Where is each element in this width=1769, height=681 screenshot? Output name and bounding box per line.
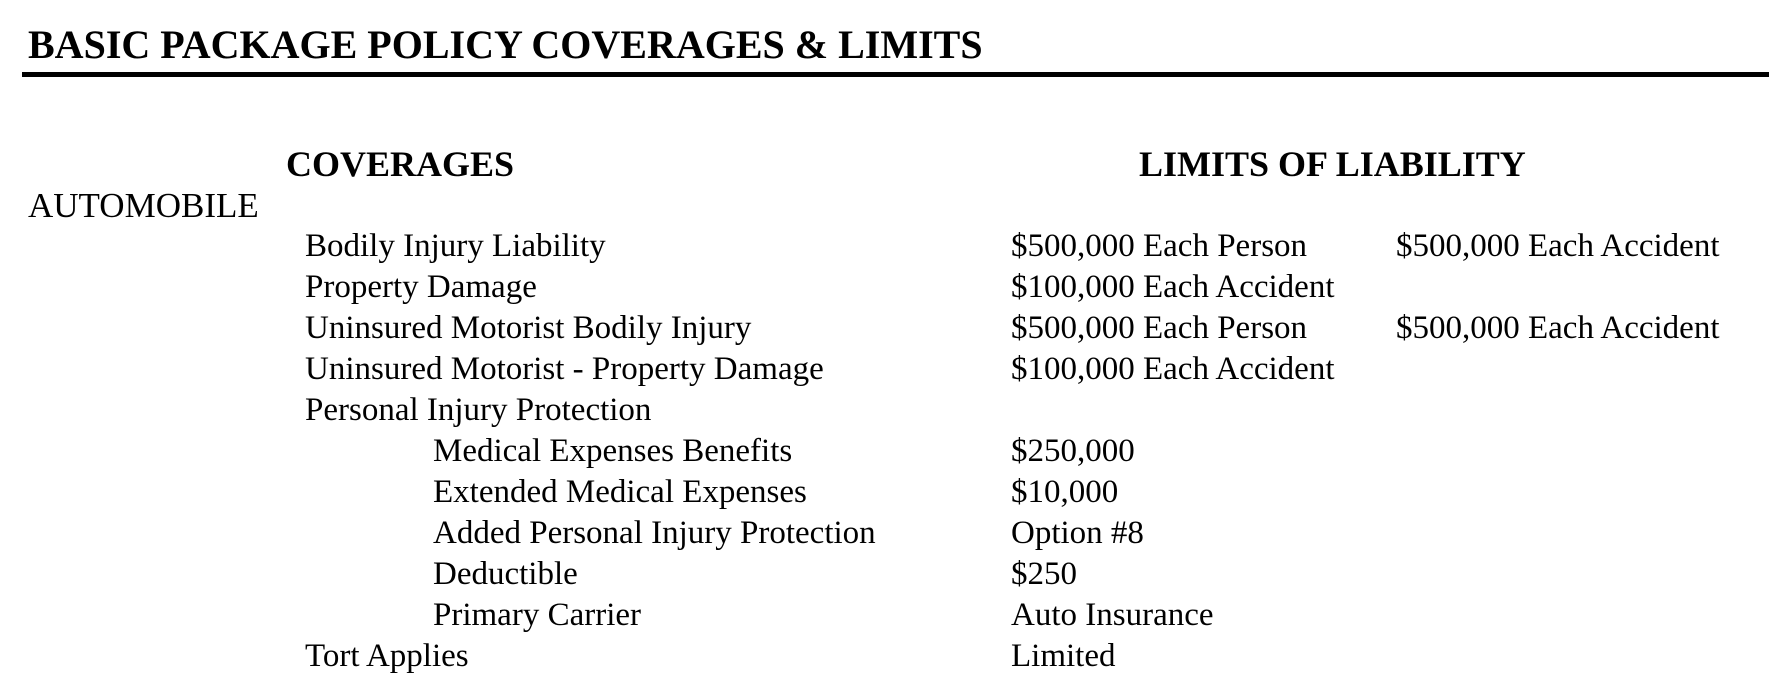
limit-primary: Auto Insurance <box>1011 597 1214 633</box>
coverage-name: Tort Applies <box>305 638 469 674</box>
limit-primary: $500,000 Each Person <box>1011 310 1308 346</box>
limit-primary: Option #8 <box>1011 515 1144 551</box>
table-row <box>0 308 1769 349</box>
limit-secondary: $500,000 Each Accident <box>1396 310 1720 346</box>
limit-primary: $500,000 Each Person <box>1011 228 1308 264</box>
limit-primary: $250 <box>1011 556 1077 592</box>
coverage-name: Medical Expenses Benefits <box>433 433 793 469</box>
limit-primary: $100,000 Each Accident <box>1011 351 1335 387</box>
coverage-table <box>0 226 1769 677</box>
table-row <box>0 554 1769 595</box>
table-row <box>0 390 1769 431</box>
coverage-name: Deductible <box>433 556 578 592</box>
table-row <box>0 431 1769 472</box>
table-row <box>0 472 1769 513</box>
coverage-name: Property Damage <box>305 269 537 305</box>
section-label-automobile: AUTOMOBILE <box>28 186 259 225</box>
coverages-column-header: COVERAGES <box>286 144 515 184</box>
table-row <box>0 267 1769 308</box>
table-row <box>0 513 1769 554</box>
page-title: BASIC PACKAGE POLICY COVERAGES & LIMITS <box>28 22 983 67</box>
table-row <box>0 349 1769 390</box>
coverage-name: Uninsured Motorist - Property Damage <box>305 351 824 387</box>
limit-primary: $10,000 <box>1011 474 1119 510</box>
table-row <box>0 636 1769 677</box>
coverage-name: Personal Injury Protection <box>305 392 652 428</box>
coverage-name: Added Personal Injury Protection <box>433 515 876 551</box>
coverage-name: Bodily Injury Liability <box>305 228 606 264</box>
coverage-name: Uninsured Motorist Bodily Injury <box>305 310 752 346</box>
limit-primary: Limited <box>1011 638 1116 674</box>
limit-secondary: $500,000 Each Accident <box>1396 228 1720 264</box>
title-divider <box>22 72 1769 77</box>
coverage-name: Extended Medical Expenses <box>433 474 807 510</box>
coverage-name: Primary Carrier <box>433 597 642 633</box>
limit-primary: $250,000 <box>1011 433 1135 469</box>
limit-primary: $100,000 Each Accident <box>1011 269 1335 305</box>
table-row <box>0 226 1769 267</box>
limits-column-header: LIMITS OF LIABILITY <box>1139 144 1526 184</box>
table-row <box>0 595 1769 636</box>
